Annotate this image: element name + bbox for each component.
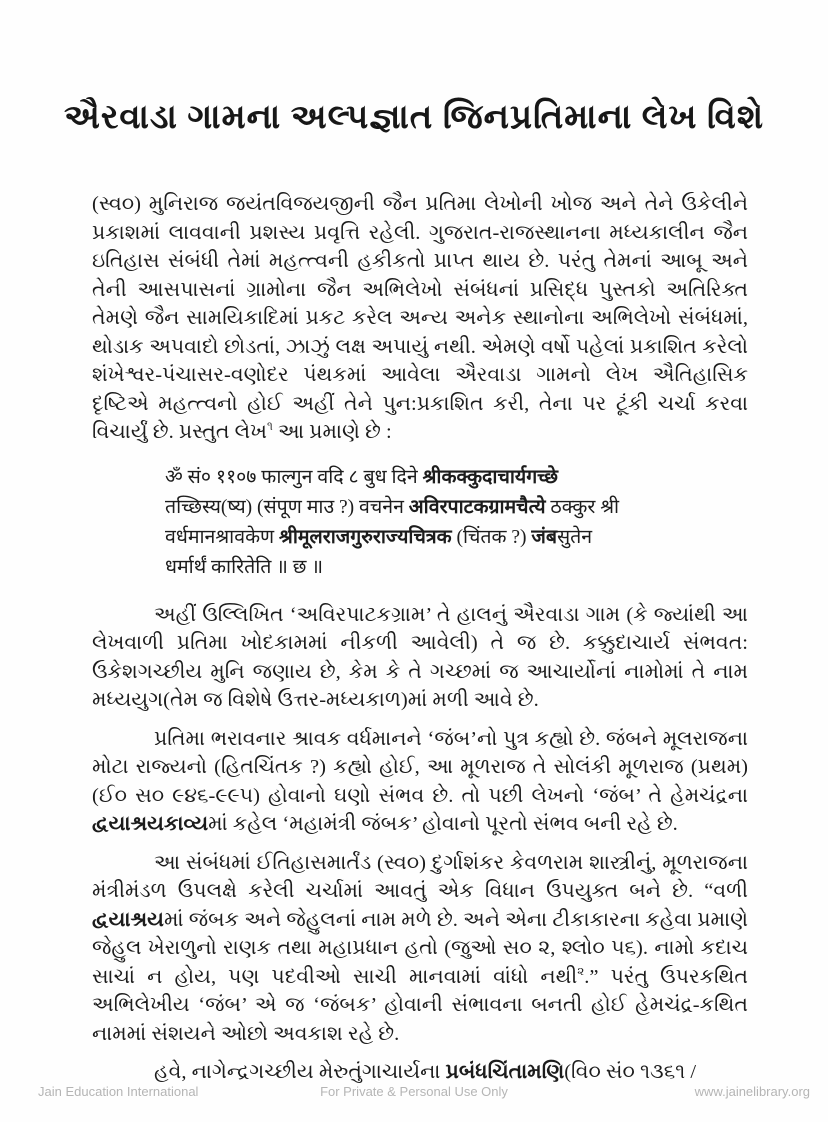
article-body [0,144,828,1087]
paragraph-jamba-discussion: પ્રતિમા ભરાવનાર શ્રાવક વર્ધમાનને ‘જંબ’નો પુત્ર કહ્યો છે. જંબને મૂલરાજના મોટા રાજ્યનો (હિતચિંતક ?) કહ્યો હોઈ, આ મૂળરાજ તે સોલંકી મૂળરાજ (પ્રથમ) (ઈ૦ સ૦ ૯૪૬-૯૯૫) હોવાનો ઘણો સંભવ છે. તો પછી લેખનો ‘જંબ’ તે હેમચંદ્રના દ્વયાશ્રયકાવ્યમાં કહેલ ‘મહામંત્રી જંબક’ હોવાનો પૂરતો સંભવ બની રહે છે. [92,727,748,835]
paragraph-prabandha-chintamani: હવે, નાગેન્દ્રગચ્છીય મેરુતુંગાચાર્યના પ્રબંધચિંતામણિ(વિ૦ સં૦ ૧૩૬૧ / [154,1061,697,1083]
footer-publisher: Jain Education International [38,1084,199,1099]
paragraph-intro: (સ્વ૦) મુનિરાજ જયંતવિજયજીની જૈન પ્રતિમા લેખોની ખોજ અને તેને ઉકેલીને પ્રકાશમાં લાવવાની પ્રશસ્ય પ્રવૃત્તિ રહેલી. ગુજરાત-રાજસ્થાનના મધ્યકાલીન જૈન ઇતિહાસ સંબંધી તેમાં મહત્ત્વની હકીકતો પ્રાપ્ત થાય છે. પરંતુ તેમનાં આબૂ અને તેની આસપાસનાં ગ્રામોના જૈન અભિલેખો સંબંધનાં પ્રસિદ્ધ પુસ્તકો અતિરિક્ત તેમણે જૈન સામયિકાદિમાં પ્રકટ કરેલ અન્ય અનેક સ્થાનોના અભિલેખો સંબંધમાં, થોડાક અપવાદો છોડતાં, ઝાઝું લક્ષ અપાયું નથી. એમણે વર્ષો પહેલાં પ્રકાશિત કરેલો શંખેશ્વર-પંચાસર-વણોદર પંથકમાં આવેલા ઐરવાડા ગામનો લેખ ઐતિહાસિક દૃષ્ટિએ મહત્ત્વનો હોઈ અહીં તેને પુન:પ્રકાશિત કરી, તેના પર ટૂંકી ચર્ચા કરવા વિચાર્યું છે. પ્રસ્તુત લેખ$^૧$ આ પ્રમાણે છે : [92,193,748,443]
article-title: ઐરવાડા ગામના અલ્પજ્ઞાત જિનપ્રતિમાના લેખ વિશે [63,99,765,136]
inscription-line: तच्छिस्य(ष्य) (संपूण माउ ?) वचनेन अविरपाटकग्रामचैत्ये ठक्कुर श्री [165,496,620,518]
inscription-line: धर्मार्थं कारितेति ॥ छ ॥ [165,556,324,578]
inscription-line: ॐ सं० ११०७ फाल्गुन वदि ८ बुध दिने श्रीकक्कुदाचार्यगच्छे [165,466,559,488]
footer-website: www.jainelibrary.org [694,1084,810,1099]
inscription-line: वर्धमानश्रावकेण श्रीमूलराजगुरुराज्यचित्रक (चिंतक ?) जंबसुतेन [165,526,593,548]
footer [0,1084,828,1100]
footer-usage-notice: For Private & Personal Use Only [320,1084,508,1099]
inscription-block [165,463,748,583]
paragraph-shastri-quote: આ સંબંધમાં ઈતિહાસમાર્તંડ (સ્વ૦) દુર્ગાશંકર કેવળરામ શાસ્ત્રીનું, મૂળરાજના મંત્રીમંડળ ઉપલક્ષે કરેલી ચર્ચામાં આવતું એક વિધાન ઉપયુક્ત બને છે. “વળી દ્વયાશ્રયમાં જંબક અને જેહુલનાં નામ મળે છે. અને એના ટીકાકારના કહેવા પ્રમાણે જેહુલ ખેરાળુનો રાણક તથા મહાપ્રધાન હતો (જુઓ સ૦ ૨, શ્લો૦ ૫૬). નામો કદાચ સાચાં ન હોય, પણ પદવીઓ સાચી માનવામાં વાંધો નથી$^૨$.” પરંતુ ઉપરકથિત અભિલેખીય ‘જંબ’ એ જ ‘જંબક’ હોવાની સંભાવના બનતી હોઈ હેમચંદ્ર-કથિત નામમાં સંશયને ઓછો અવકાશ રહે છે. [92,851,748,1045]
paragraph-identification: અહીં ઉલ્લિખિત ‘અવિરપાટકગ્રામ’ તે હાલનું ઐરવાડા ગામ (કે જ્યાંથી આ લેખવાળી પ્રતિમા ખોદકામમાં નીકળી આવેલી) તે જ છે. કક્કુદાચાર્ય સંભવત: ઉકેશગચ્છીય મુનિ જણાય છે, કેમ કે તે ગચ્છમાં જ આચાર્યોનાં નામોમાં તે નામ મધ્યયુગ(તેમ જ વિશેષે ઉત્તર-મધ્યકાળ)માં મળી આવે છે. [92,603,748,711]
